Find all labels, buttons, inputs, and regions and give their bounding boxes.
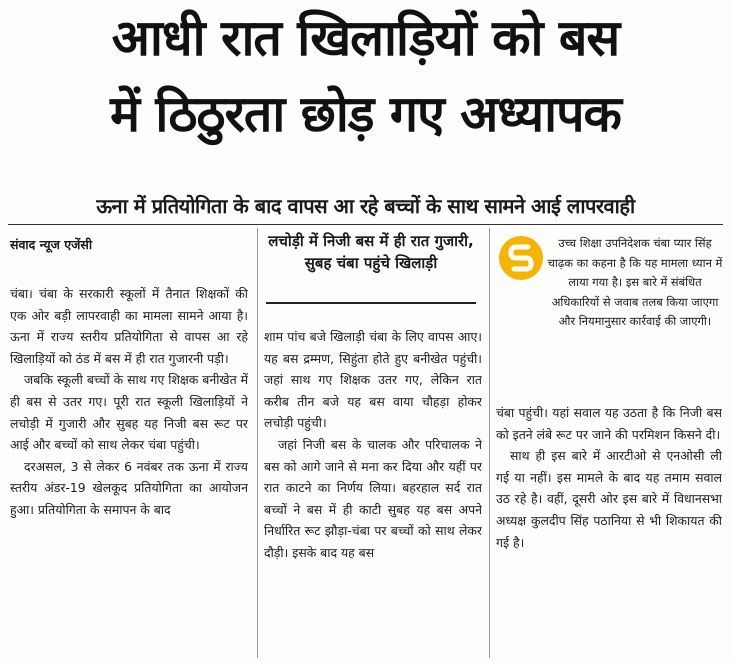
paragraph: चंबा। चंबा के सरकारी स्कूलों में तैनात शिक्षकों की एक ओर बड़ी लापरवाही का मामला सामने आया है। ऊना में राज्य स्तरीय प्रतियोगिता से वापस आ रहे खिलाड़ियों को ठंड में बस में ही रात गुजारनी पड़ी।	[10, 286, 248, 366]
headline-line-1: आधी रात खिलाड़ियों को बस	[111, 9, 620, 67]
column-divider	[489, 228, 490, 658]
subheadline-rule	[8, 224, 723, 225]
byline: संवाद न्यूज एजेंसी	[10, 237, 93, 252]
quote-text: उच्च शिक्षा उपनिदेशक चंबा प्यार सिंह चाढ़क का कहना है कि यह मामला ध्यान में लाया गया है। इस बारे में संबंधित अधिकारियों से जवाब तलब किया जाएगा और नियमानुसार कार्रवाई की जाएगी।	[547, 236, 723, 329]
column-1	[10, 283, 248, 661]
subheadline: ऊना में प्रतियोगिता के बाद वापस आ रहे बच्चों के साथ सामने आई लापरवाही	[96, 194, 635, 218]
paragraph: साथ ही इस बारे में आरटीओ से एनओसी ली गई या नहीं। इस मामले के बाद यह तमाम सवाल उठ रहे है। वहीं, दूसरी ओर इस बारे में विधानसभा अध्यक्ष कुलदीप सिंह पठानिया से भी शिकायत की गई है।	[496, 448, 722, 550]
paragraph: चंबा पहुंची। यहां सवाल यह उठता है कि निजी बस को इतने लंबे रूट पर जाने की परमिशन किसने दी।	[496, 405, 722, 442]
box-heading-rule	[266, 302, 476, 304]
paragraph: दरअसल, 3 से लेकर 6 नवंबर तक ऊना में राज्य स्तरीय अंडर-19 खेलकूद प्रतियोगिता का आयोजन हुआ। प्रतियोगिता के समापन के बाद	[10, 458, 248, 517]
paragraph: जहां निजी बस के चालक और परिचालक ने बस को आगे जाने से मना कर दिया और यहीं पर रात काटने का निर्णय लिया। बहरहाल सर्द रात बच्चों ने बस में ही काटी सुबह यह बस अपने निर्धारित रूट झौड़ा-चंबा पर बच्चों को साथ लेकर दौड़ी। इसके बाद यह बस	[264, 436, 482, 560]
column-2	[264, 326, 482, 661]
quote-box	[497, 234, 723, 332]
box-heading: लचोड़ी में निजी बस में ही रात गुजारी, सुबह चंबा पहुंचे खिलाड़ी	[268, 232, 474, 272]
paragraph: जबकि स्कूली बच्चों के साथ गए शिक्षक बनीखेत में ही बस से उतर गए। पूरी रात स्कूली खिलाड़ियों ने लचोड़ी में गुजारी और सुबह यह निजी बस रूट पर आई और बच्चों को साथ लेकर चंबा पहुंची।	[10, 372, 248, 453]
column-3	[496, 402, 722, 661]
paragraph: शाम पांच बजे खिलाड़ी चंबा के लिए वापस आए। यह बस द्रम्मण, सिहुंता होते हुए बनीखेत पहुंची। जहां साथ गए शिक्षक उतर गए, लेकिन रात करीब तीन बजे यह बस वाया चौहड़ा होकर लचोड़ी पहुंची।	[264, 329, 482, 431]
column-divider	[257, 228, 258, 658]
headline-line-2: में ठिठुरता छोड़ गए अध्यापक	[110, 85, 621, 143]
